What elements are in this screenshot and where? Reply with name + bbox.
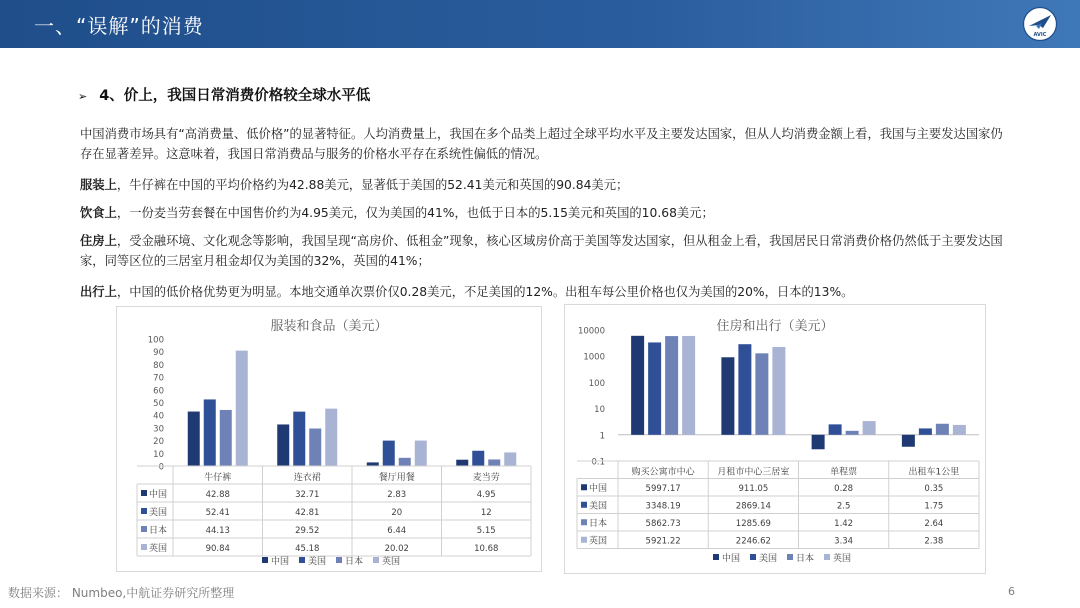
bar-中国 xyxy=(902,435,915,447)
legend-label: 美国 xyxy=(759,554,778,564)
bar-日本 xyxy=(488,459,500,466)
chart-housing-transport xyxy=(564,304,986,574)
y-tick-label: 20 xyxy=(153,437,164,448)
data-label: 0.28 xyxy=(834,484,854,494)
x-tick-label: 月租市中心三居室 xyxy=(717,467,790,478)
legend-swatch-美国 xyxy=(750,554,756,560)
avic-logo-icon xyxy=(1022,6,1058,42)
y-tick-label: 1000 xyxy=(583,352,605,363)
data-label: 42.88 xyxy=(205,490,230,500)
bar-中国 xyxy=(721,357,734,435)
legend-label: 英国 xyxy=(833,554,852,564)
bar-英国 xyxy=(953,425,966,435)
chart-clothing-food-svg xyxy=(117,307,541,571)
bar-美国 xyxy=(204,399,216,466)
bar-美国 xyxy=(293,412,305,466)
table-series-label: 美国 xyxy=(149,508,168,518)
page-title: 一、“误解”的消费 xyxy=(34,14,204,38)
legend-label: 日本 xyxy=(345,557,364,567)
lead-clothing: 服装上 xyxy=(80,178,117,192)
legend-key-日本 xyxy=(141,526,147,532)
data-label: 20 xyxy=(391,508,403,518)
data-label: 2246.62 xyxy=(735,536,771,547)
legend-key-中国 xyxy=(141,490,147,496)
y-tick-label: 1 xyxy=(599,431,605,442)
legend-swatch-中国 xyxy=(713,554,719,560)
y-tick-label: 50 xyxy=(153,399,164,409)
data-label: 29.52 xyxy=(295,526,320,536)
legend-key-美国 xyxy=(581,502,587,508)
data-label: 1.42 xyxy=(834,519,854,529)
legend-swatch-日本 xyxy=(787,554,793,560)
data-label: 0.35 xyxy=(924,484,944,494)
data-label: 1.75 xyxy=(924,501,944,512)
page-number: 6 xyxy=(1008,585,1015,598)
legend-key-日本 xyxy=(581,519,587,525)
bar-美国 xyxy=(829,424,842,434)
y-tick-label: 30 xyxy=(153,424,164,435)
bar-日本 xyxy=(936,424,949,435)
chart-clothing-food xyxy=(116,306,542,572)
data-label: 20.02 xyxy=(384,544,409,554)
lead-food: 饮食上 xyxy=(80,206,117,220)
data-label: 10.68 xyxy=(474,544,499,554)
bullet-arrow-icon: ➢ xyxy=(78,90,88,103)
legend-label: 美国 xyxy=(308,557,327,567)
bar-英国 xyxy=(325,409,337,466)
data-label: 1285.69 xyxy=(735,519,771,529)
paragraph-transport: 出行上，中国的低价格优势更为明显。本地交通单次票价仅0.28美元，不足美国的12%。出租车每公里价格也仅为美国的20%，日本的13%。 xyxy=(80,285,854,299)
y-tick-label: 100 xyxy=(147,335,164,346)
legend-label: 日本 xyxy=(796,554,815,564)
bar-美国 xyxy=(738,344,751,435)
bar-中国 xyxy=(188,412,200,466)
chart-title: 服装和食品（美元） xyxy=(270,319,388,334)
y-tick-label: 70 xyxy=(153,373,164,384)
paragraph-clothing: 服装上，牛仔裤在中国的平均价格约为42.88美元，显著低于美国的52.41美元和英国的90.84美元； xyxy=(80,178,629,192)
chart-housing-transport-svg xyxy=(565,305,985,573)
bar-英国 xyxy=(863,421,876,435)
y-tick-label: 0.1 xyxy=(591,457,605,468)
data-label: 5997.17 xyxy=(645,484,681,494)
legend-key-中国 xyxy=(581,484,587,490)
data-label: 3348.19 xyxy=(645,501,681,512)
x-tick-label: 麦当劳 xyxy=(472,473,500,483)
data-label: 52.41 xyxy=(205,508,230,518)
y-tick-label: 40 xyxy=(153,411,164,422)
data-label: 44.13 xyxy=(205,526,230,536)
lead-housing: 住房上 xyxy=(80,234,117,248)
bar-英国 xyxy=(236,351,248,466)
bar-日本 xyxy=(846,431,859,435)
legend-swatch-中国 xyxy=(262,557,268,563)
bar-日本 xyxy=(309,429,321,466)
table-series-label: 英国 xyxy=(589,536,608,547)
legend-swatch-英国 xyxy=(373,557,379,563)
logo-text: AVIC xyxy=(1033,32,1047,38)
bar-英国 xyxy=(504,452,516,466)
paragraph-intro: 中国消费市场具有“高消费量、低价格”的显著特征。人均消费量上，我国在多个品类上超过全球平均水平及主要发达国家，但从人均消费金额上看，我国与主要发达国家仍存在显著差异。这意味着，我国日常消费品与服务的价格水平存在系统性偏低的情况。 xyxy=(80,127,1003,161)
data-label: 2.83 xyxy=(387,490,407,500)
x-tick-label: 餐厅用餐 xyxy=(378,473,415,483)
data-label: 911.05 xyxy=(738,484,769,494)
legend-swatch-英国 xyxy=(824,554,830,560)
legend-label: 中国 xyxy=(722,554,741,564)
bar-日本 xyxy=(665,336,678,435)
y-tick-label: 90 xyxy=(153,348,164,359)
data-label: 5921.22 xyxy=(645,536,681,547)
data-source: 数据来源： Numbeo,中航证券研究所整理 xyxy=(8,586,235,600)
section-title xyxy=(78,84,370,105)
bar-美国 xyxy=(383,441,395,466)
y-tick-label: 10 xyxy=(594,405,605,416)
bar-美国 xyxy=(472,451,484,466)
bar-美国 xyxy=(919,428,932,434)
data-label: 6.44 xyxy=(387,526,407,536)
data-label: 45.18 xyxy=(295,544,320,554)
section-title-text: 4、价上，我国日常消费价格较全球水平低 xyxy=(99,88,371,104)
x-tick-label: 单程票 xyxy=(830,467,858,478)
bar-英国 xyxy=(682,336,695,435)
data-label: 12 xyxy=(480,508,492,518)
chart-title: 住房和出行（美元） xyxy=(716,319,834,334)
bar-中国 xyxy=(277,424,289,466)
legend-key-英国 xyxy=(581,537,587,543)
y-tick-label: 10 xyxy=(153,449,164,460)
data-label: 5.15 xyxy=(476,526,496,536)
table-series-label: 英国 xyxy=(149,544,168,554)
paragraph-housing: 住房上，受金融环境、文化观念等影响，我国呈现“高房价、低租金”现象，核心区域房价高于美国等发达国家，但从租金上看，我国居民日常消费价格仍然低于主要发达国家，同等区位的三居室月租金却仅为美国的32%，英国的41%； xyxy=(80,234,1003,268)
y-tick-label: 0 xyxy=(158,462,164,473)
data-label: 2869.14 xyxy=(735,501,771,512)
table-series-label: 美国 xyxy=(589,501,608,512)
y-tick-label: 80 xyxy=(153,360,164,371)
data-label: 2.5 xyxy=(836,501,851,512)
data-label: 4.95 xyxy=(476,490,496,500)
data-label: 90.84 xyxy=(205,544,230,554)
lead-transport: 出行上 xyxy=(80,285,117,299)
x-tick-label: 购买公寓市中心 xyxy=(631,467,695,478)
x-tick-label: 连衣裙 xyxy=(293,473,321,483)
bar-中国 xyxy=(456,460,468,466)
y-tick-label: 60 xyxy=(153,386,164,397)
table-series-label: 日本 xyxy=(149,526,168,536)
data-label: 32.71 xyxy=(295,490,320,500)
header-bar xyxy=(0,0,1080,48)
y-tick-label: 100 xyxy=(588,378,605,389)
bar-美国 xyxy=(648,342,661,434)
legend-swatch-日本 xyxy=(336,557,342,563)
legend-key-英国 xyxy=(141,544,147,550)
data-label: 2.38 xyxy=(924,536,944,547)
legend-label: 英国 xyxy=(382,557,401,567)
table-series-label: 中国 xyxy=(589,484,608,494)
table-series-label: 中国 xyxy=(149,490,168,500)
data-label: 5862.73 xyxy=(645,519,681,529)
data-label: 3.34 xyxy=(834,536,854,547)
legend-swatch-美国 xyxy=(299,557,305,563)
legend-label: 中国 xyxy=(271,557,290,567)
bar-中国 xyxy=(631,336,644,435)
table-series-label: 日本 xyxy=(589,519,608,529)
bar-日本 xyxy=(755,353,768,434)
legend-key-美国 xyxy=(141,508,147,514)
data-label: 2.64 xyxy=(924,519,944,529)
bar-英国 xyxy=(772,347,785,435)
bar-英国 xyxy=(415,441,427,466)
bar-中国 xyxy=(367,462,379,466)
data-label: 42.81 xyxy=(295,508,320,518)
paragraph-food: 饮食上，一份麦当劳套餐在中国售价约为4.95美元，仅为美国的41%，也低于日本的5.15美元和英国的10.68美元； xyxy=(80,206,714,220)
bar-日本 xyxy=(399,458,411,466)
y-tick-label: 10000 xyxy=(577,326,605,337)
x-tick-label: 出租车1公里 xyxy=(908,467,960,478)
bar-中国 xyxy=(812,435,825,449)
x-tick-label: 牛仔裤 xyxy=(204,473,232,483)
bar-日本 xyxy=(220,410,232,466)
